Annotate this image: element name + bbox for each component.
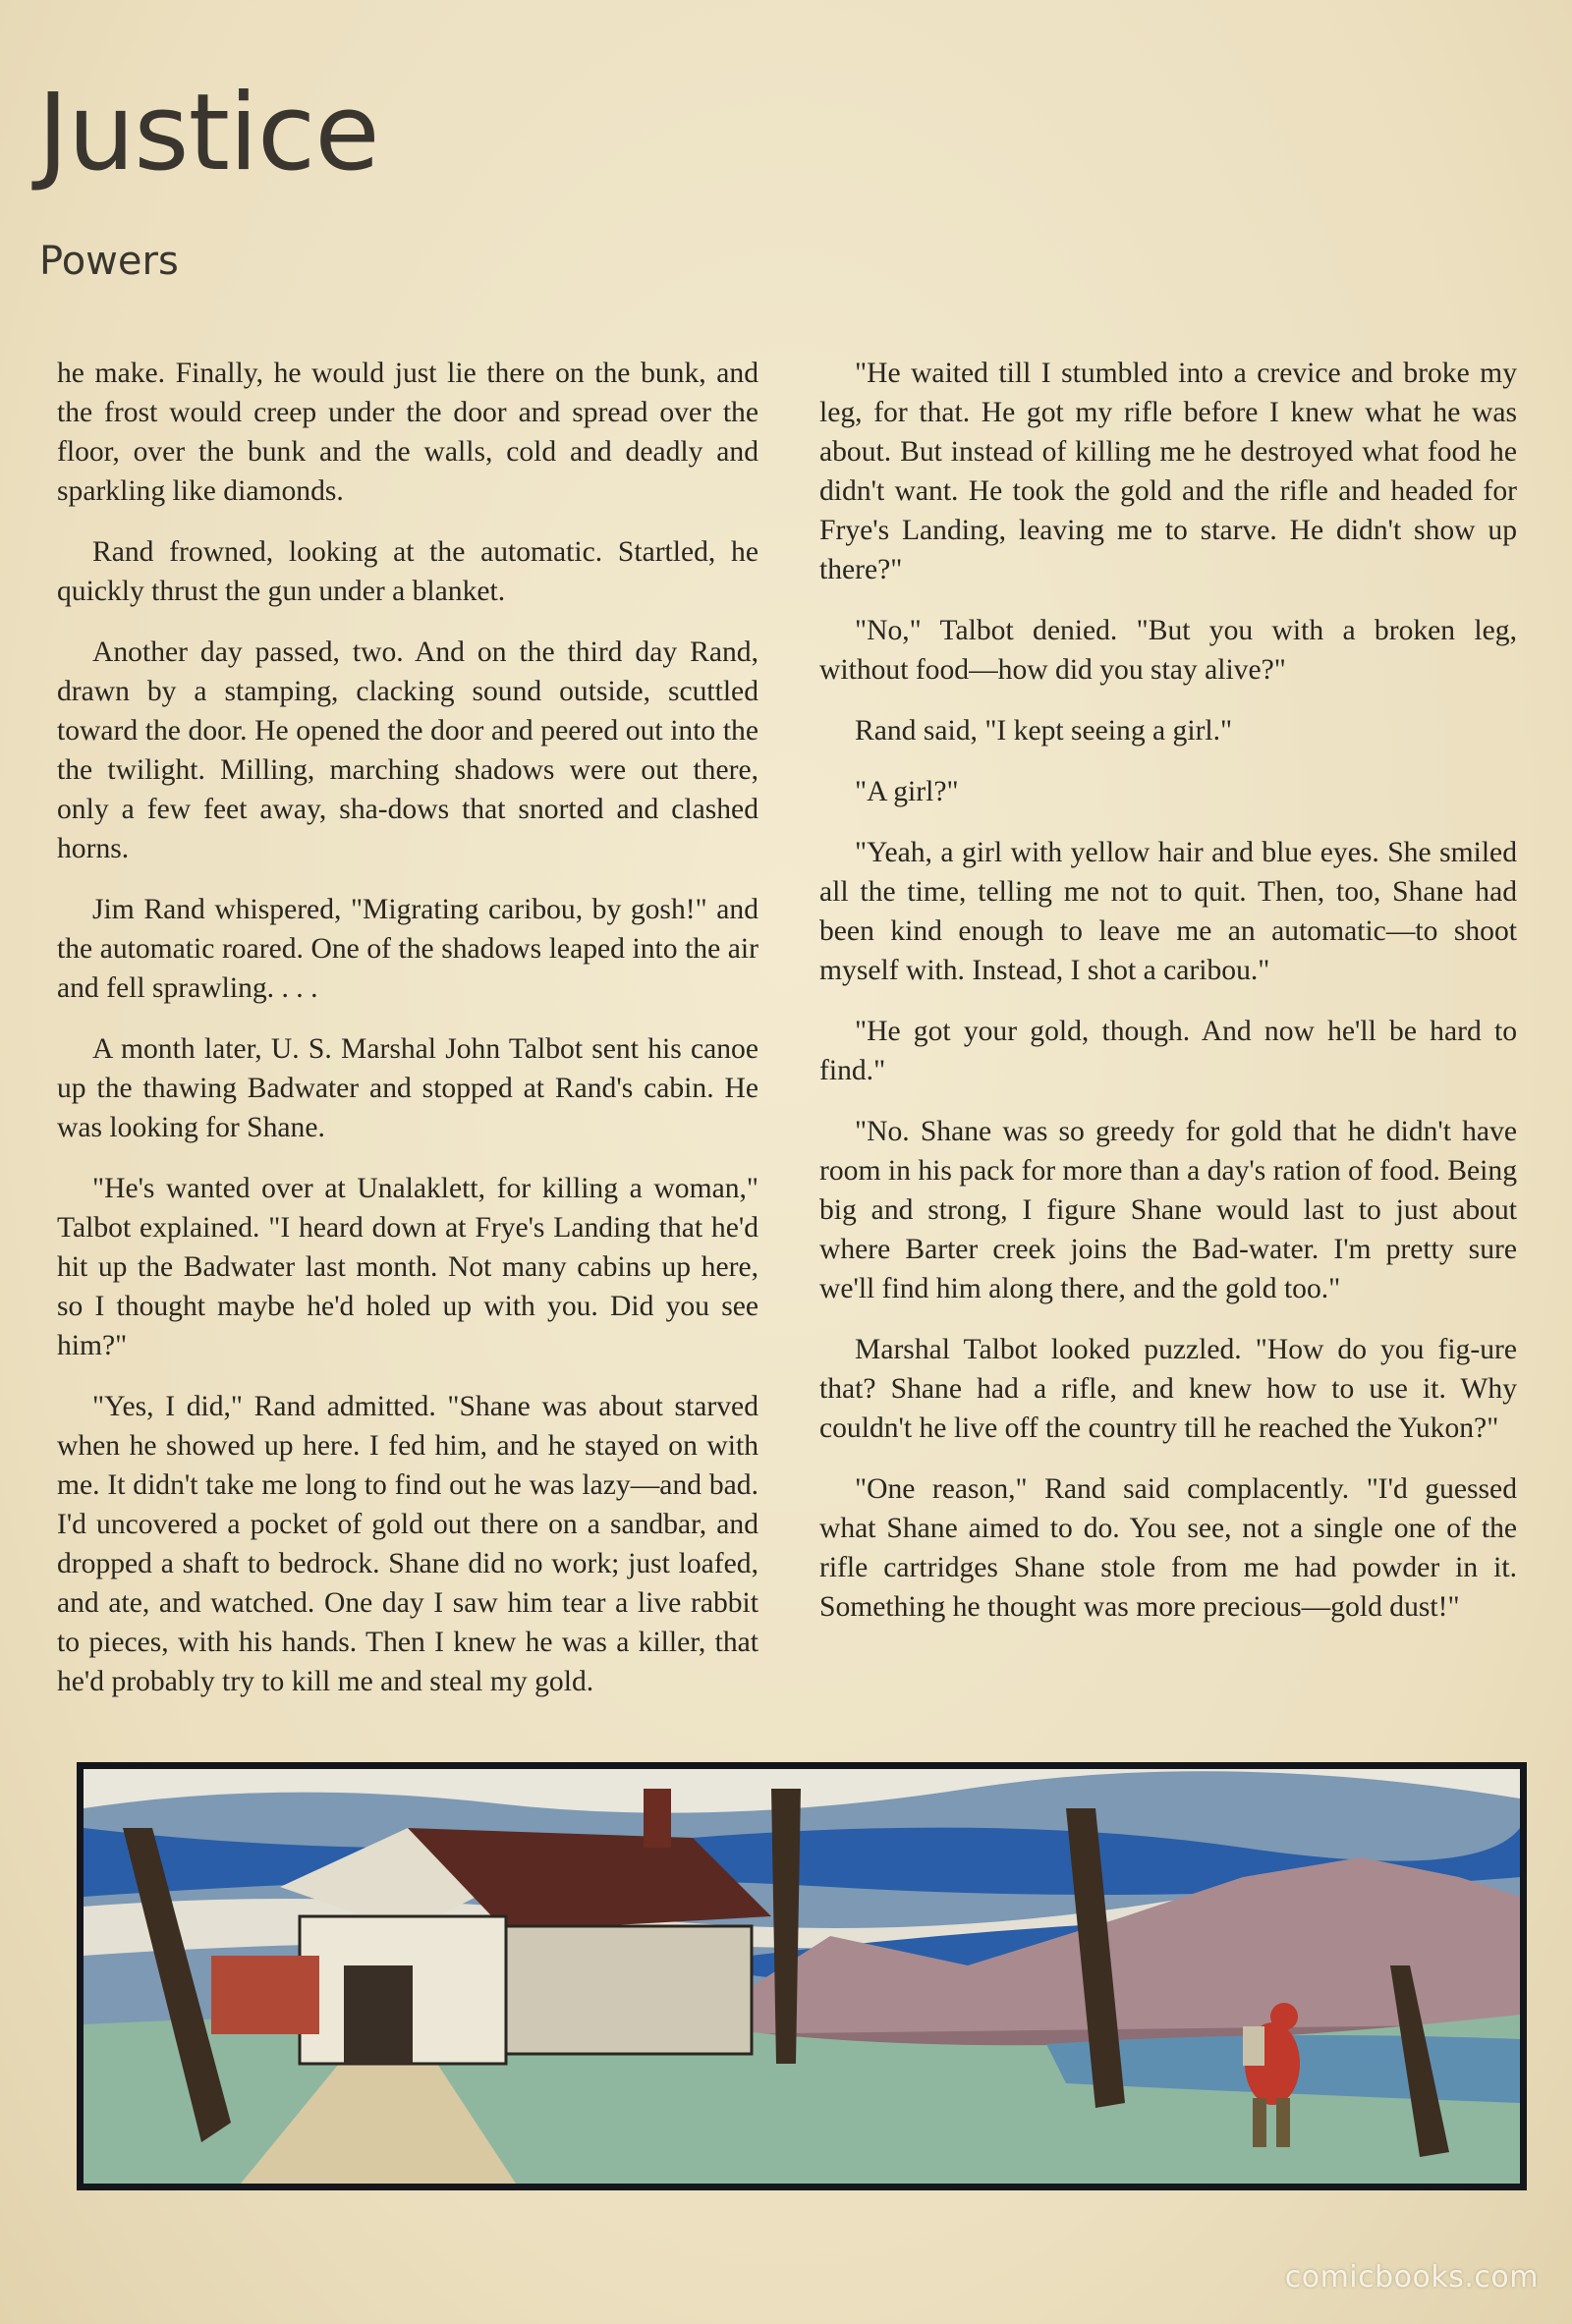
tree-trunk [771, 1789, 801, 2064]
paragraph: "One reason," Rand said complacently. "I'd guessed what Shane aimed to do. You see, not a single one of the rifle cartridges Shane stole from me had powder in it. Something he thought was more precious—gold dust!" [819, 1473, 1517, 1623]
cabin-wilderness-illustration-icon [77, 1762, 1527, 2190]
paragraph: "Yes, I did," Rand admitted. "Shane was about starved when he showed up here. I fed him, and he stayed on with me. It didn't take me long to find out he was lazy—and bad. I'd uncovered a pocket of gold out there on a sandbar, and dropped a shaft to bedrock. Shane did no work; just loafed, and ate, and watched. One day I saw him tear a live rabbit to pieces, with his hands. Then I knew he was a killer, that he'd probably try to kill me and steal my gold. [57, 1391, 758, 1697]
chimney [644, 1789, 671, 1848]
shed-roof [211, 1956, 319, 2034]
paragraph: "No. Shane was so greedy for gold that he didn't have room in his pack for more than a day's ration of food. Being big and strong, I figure Shane would last to just about where Barter creek joins the Bad-water. I'm pretty sure we'll find him along there, and the gold too." [819, 1116, 1517, 1304]
paragraph: "He's wanted over at Unalaklett, for killing a woman," Talbot explained. "I heard down at Frye's Landing that he'd hit up the Badwater last month. Not many cabins up here, so I thought maybe he'd holed up with you. Did you see him?" [57, 1173, 758, 1361]
figure-leg [1276, 2098, 1290, 2147]
story-column-right [819, 354, 1517, 1648]
page-title: Justice [37, 72, 379, 194]
paragraph: Another day passed, two. And on the third day Rand, drawn by a stamping, clacking sound outside, scuttled toward the door. He opened the door and peered out into the the twilight. Milling, marching shadows were out there, only a few feet away, sha-dows that snorted and clashed horns. [57, 636, 758, 864]
paragraph: A month later, U. S. Marshal John Talbot sent his canoe up the thawing Badwater and stopped at Rand's cabin. He was looking for Shane. [57, 1033, 758, 1143]
illustration-art [84, 1769, 1520, 2184]
paragraph: "Yeah, a girl with yellow hair and blue eyes. She smiled all the time, telling me not to quit. Then, too, Shane had been kind enough to leave me an automatic—to shoot myself with. Instead, I shot a caribou." [819, 837, 1517, 986]
paragraph: Jim Rand whispered, "Migrating caribou, by gosh!" and the automatic roared. One of the shadows leaped into the air and fell sprawling. . . . [57, 894, 758, 1004]
paragraph: he make. Finally, he would just lie there on the bunk, and the frost would creep under the door and spread over the floor, over the bunk and the walls, cold and deadly and sparkling like diamonds. [57, 358, 758, 507]
paragraph: Marshal Talbot looked puzzled. "How do you fig-ure that? Shane had a rifle, and knew how to use it. Why couldn't he live off the country till he reached the Yukon?" [819, 1334, 1517, 1444]
figure-hat [1270, 2003, 1298, 2030]
paragraph: "He got your gold, though. And now he'll be hard to find." [819, 1016, 1517, 1086]
page-subtitle: Powers [39, 239, 179, 284]
paragraph: Rand frowned, looking at the automatic. Startled, he quickly thrust the gun under a blanket. [57, 536, 758, 607]
paragraph: "No," Talbot denied. "But you with a broken leg, without food—how did you stay alive?" [819, 615, 1517, 686]
cabin-door [344, 1965, 413, 2064]
figure-pack [1243, 2026, 1264, 2066]
figure-leg [1253, 2098, 1266, 2147]
story-column-left [57, 354, 758, 1723]
paragraph: Rand said, "I kept seeing a girl." [855, 715, 1233, 747]
cabin-side-wall [506, 1926, 752, 2054]
watermark: comicbooks.com [1284, 2260, 1539, 2295]
paragraph: "He waited till I stumbled into a crevice and broke my leg, for that. He got my rifle before I knew what he was about. But instead of killing me he destroyed what food he didn't want. He took the gold and the rifle and headed for Frye's Landing, leaving me to starve. He didn't show up there?" [819, 358, 1517, 585]
paragraph: "A girl?" [855, 776, 959, 807]
